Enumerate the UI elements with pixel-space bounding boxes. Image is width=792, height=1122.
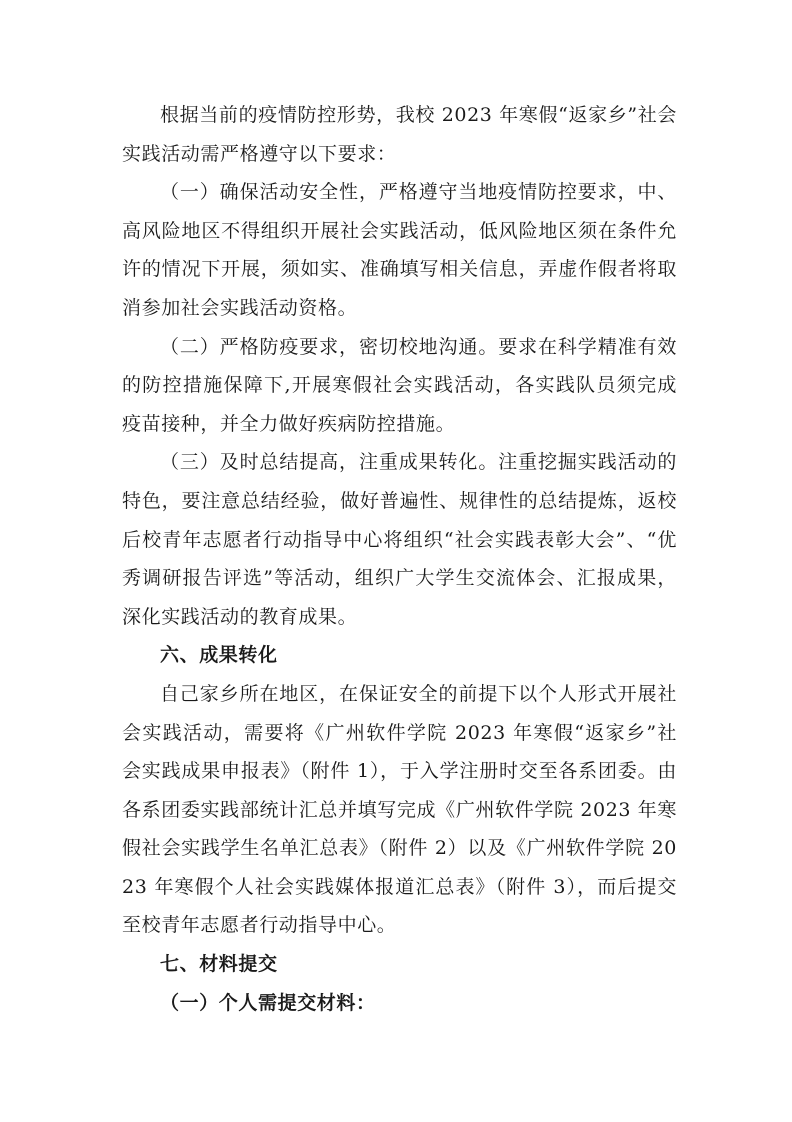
document-body <box>122 96 677 1022</box>
paragraph-requirement-2: （二）严格防疫要求，密切校地沟通。要求在科学精准有效的防控措施保障下,开展寒假社会实践活动，各实践队员须完成疫苗接种，并全力做好疾病防控措施。 <box>122 335 677 435</box>
paragraph-requirements-intro: 根据当前的疫情防控形势，我校 2023 年寒假“返家乡”社会实践活动需严格遵守以下要求： <box>122 104 677 165</box>
paragraph-requirement-1: （一）确保活动安全性，严格遵守当地疫情防控要求，中、高风险地区不得组织开展社会实践活动，低风险地区须在条件允许的情况下开展，须如实、准确填写相关信息，弄虚作假者将取消参加社会实践活动资格。 <box>122 181 677 319</box>
paragraph-section-6: 自己家乡所在地区，在保证安全的前提下以个人形式开展社会实践活动，需要将《广州软件学院 2023 年寒假“返家乡”社会实践成果申报表》（附件 1），于入学注册时交至各系团委。由各系团委实践部统计汇总并填写完成《广州软件学院 2023 年寒假社会实践学生名单汇总表》（附件 2）以及《广州软件学院 2023 年寒假个人社会实践媒体报道汇总表》（附件 3），而后提交至校青年志愿者行动指导中心。 <box>122 682 677 937</box>
section-heading-7: 七、材料提交 <box>160 953 278 976</box>
paragraph-requirement-3: （三）及时总结提高，注重成果转化。注重挖掘实践活动的特色，要注意总结经验，做好普遍性、规律性的总结提炼，返校后校青年志愿者行动指导中心将组织“社会实践表彰大会”、“优秀调研报告评选”等活动，组织广大学生交流体会、汇报成果，深化实践活动的教育成果。 <box>122 451 677 628</box>
section-heading-6: 六、成果转化 <box>160 644 278 667</box>
subheading-personal-materials: （一）个人需提交材料： <box>160 991 376 1014</box>
